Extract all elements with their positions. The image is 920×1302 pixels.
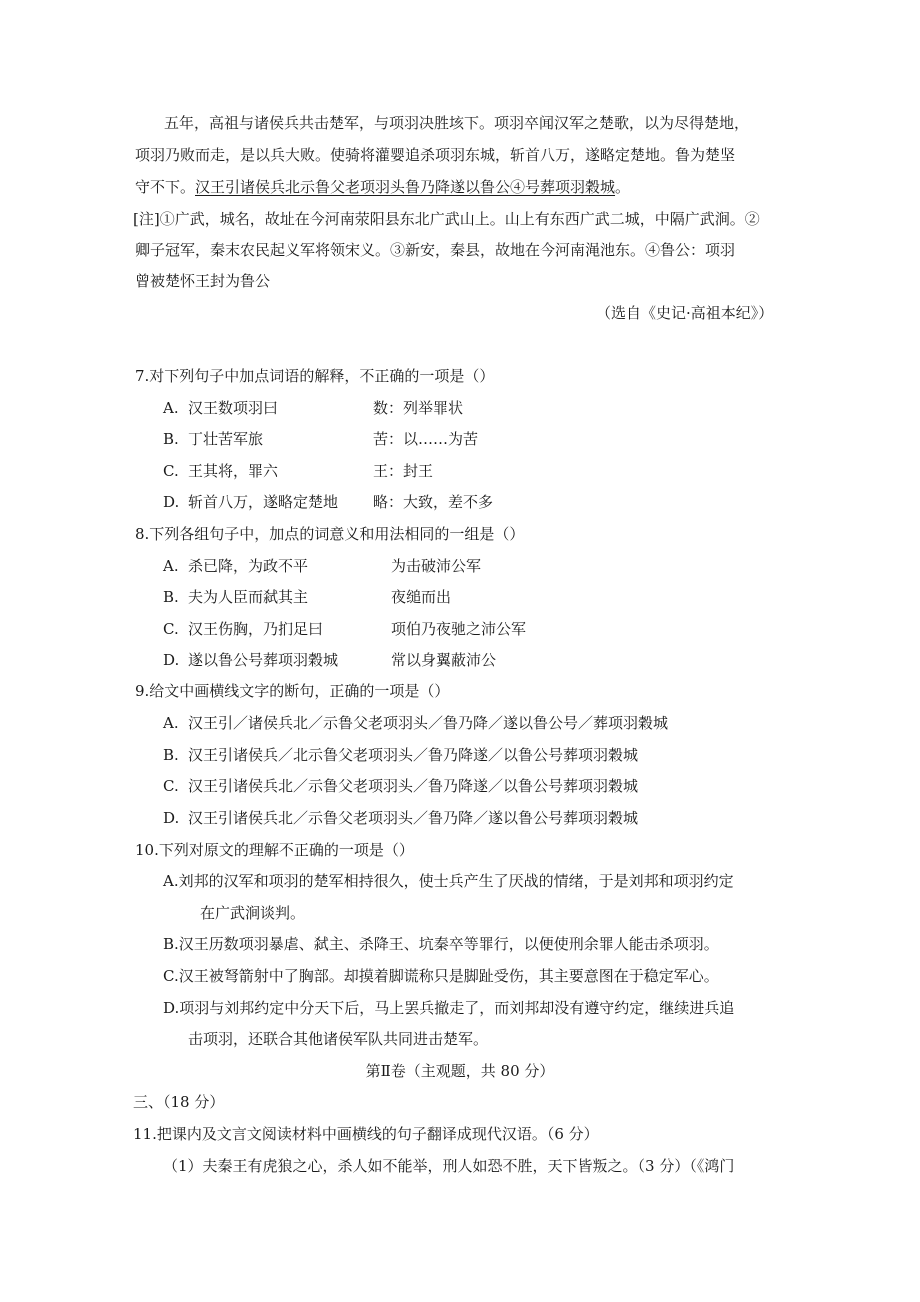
q7-a-text: 汉王数项羽曰 bbox=[188, 399, 279, 417]
note-line-3: 曾被楚怀王封为鲁公 bbox=[135, 272, 271, 290]
q8-a-label: A. bbox=[163, 557, 179, 575]
note-line-2: 卿子冠军，秦末农民起义军将领宋义。③新安，秦县，故地在今河南渑池东。④鲁公：项羽 bbox=[135, 241, 736, 259]
q8-c-text: 汉王伤胸，乃扪足曰 bbox=[188, 620, 324, 638]
q8-c-compare: 项伯乃夜驰之沛公军 bbox=[391, 620, 527, 638]
q9-d-text: 汉王引诸侯兵北／示鲁父老项羽头／鲁乃降／遂以鲁公号葬项羽穀城 bbox=[188, 809, 639, 827]
passage-line-3 bbox=[135, 177, 630, 197]
q8-a-compare: 为击破沛公军 bbox=[391, 557, 482, 575]
passage-line-2: 项羽乃败而走，是以兵大败。使骑将灌婴追杀项羽东城，斩首八万，遂略定楚地。鲁为楚坚 bbox=[135, 146, 736, 164]
q7-d-text: 斩首八万，遂略定楚地 bbox=[188, 493, 339, 511]
q11-item-1: （1）夫秦王有虎狼之心，杀人如不能举，刑人如恐不胜，天下皆叛之。（3 分）（《鸿门 bbox=[163, 1157, 735, 1175]
q7-a-explain: 数：列举罪状 bbox=[373, 399, 464, 417]
q8-d-text: 遂以鲁公号葬项羽穀城 bbox=[188, 651, 339, 669]
q9-b-text: 汉王引诸侯兵／北示鲁父老项羽头／鲁乃降遂／以鲁公号葬项羽穀城 bbox=[188, 746, 639, 764]
q10-option-a-line-2: 在广武涧谈判。 bbox=[200, 904, 306, 922]
passage-line-3-suffix: 。 bbox=[615, 178, 631, 196]
q7-a-label: A. bbox=[163, 399, 179, 417]
q8-b-text: 夫为人臣而弑其主 bbox=[188, 588, 309, 606]
q8-a-text: 杀已降，为政不平 bbox=[188, 557, 309, 575]
q7-c-text: 王其将，罪六 bbox=[188, 462, 279, 480]
q7-stem: 7.对下列句子中加点词语的解释，不正确的一项是（） bbox=[135, 367, 495, 385]
q10-option-c: C.汉王被弩箭射中了胸部。却摸着脚谎称只是脚趾受伤，其主要意图在于稳定军心。 bbox=[163, 967, 719, 985]
q8-b-compare: 夜缒而出 bbox=[391, 588, 452, 606]
source-citation: （选自《史记·高祖本纪》） bbox=[596, 304, 774, 322]
q10-option-b: B.汉王历数项羽暴虐、弑主、杀降王、坑秦卒等罪行，以便使刑余罪人能击杀项羽。 bbox=[163, 935, 719, 953]
q7-b-text: 丁壮苦军旅 bbox=[188, 430, 264, 448]
q9-a-text: 汉王引／诸侯兵北／示鲁父老项羽头／鲁乃降／遂以鲁公号／葬项羽穀城 bbox=[188, 714, 669, 732]
q8-stem: 8.下列各组句子中，加点的词意义和用法相同的一组是（） bbox=[135, 525, 525, 543]
q7-d-label: D. bbox=[163, 493, 180, 511]
q7-d-explain: 略：大致，差不多 bbox=[373, 493, 494, 511]
q7-c-label: C. bbox=[163, 462, 179, 480]
section-three-heading: 三、（18 分） bbox=[133, 1093, 225, 1111]
part-two-title: 第Ⅱ卷（主观题，共 80 分） bbox=[365, 1062, 555, 1080]
q11-stem: 11.把课内及文言文阅读材料中画横线的句子翻译成现代汉语。（6 分） bbox=[133, 1125, 599, 1143]
q9-stem: 9.给文中画横线文字的断句，正确的一项是（） bbox=[135, 682, 450, 700]
q8-d-label: D. bbox=[163, 651, 180, 669]
q8-b-label: B. bbox=[163, 588, 179, 606]
q10-option-d-line-1: D.项羽与刘邦约定中分天下后，马上罢兵撤走了，而刘邦却没有遵守约定，继续进兵追 bbox=[163, 999, 735, 1017]
q10-option-a-line-1: A.刘邦的汉军和项羽的楚军相持很久，使士兵产生了厌战的情绪，于是刘邦和项羽约定 bbox=[163, 872, 734, 890]
q8-d-compare: 常以身翼蔽沛公 bbox=[391, 651, 497, 669]
q9-a-label: A. bbox=[163, 714, 179, 732]
q9-c-text: 汉王引诸侯兵北／示鲁父老项羽头／鲁乃降遂／以鲁公号葬项羽穀城 bbox=[188, 777, 639, 795]
passage-line-3-prefix: 守不下。 bbox=[135, 178, 196, 196]
q8-c-label: C. bbox=[163, 620, 179, 638]
q10-option-d-line-2: 击项羽，还联合其他诸侯军队共同进击楚军。 bbox=[188, 1030, 489, 1048]
passage-line-1: 五年，高祖与诸侯兵共击楚军，与项羽决胜垓下。项羽卒闻汉军之楚歌，以为尽得楚地， bbox=[164, 114, 750, 132]
underlined-sentence: 汉王引诸侯兵北示鲁父老项羽头鲁乃降遂以鲁公④号葬项羽穀城 bbox=[195, 178, 616, 196]
q9-c-label: C. bbox=[163, 777, 179, 795]
q10-stem: 10.下列对原文的理解不正确的一项是（） bbox=[135, 841, 414, 859]
note-line-1: [注]①广武，城名，故址在今河南荥阳县东北广武山上。山上有东西广武二城，中隔广武涧。② bbox=[133, 210, 760, 228]
q9-b-label: B. bbox=[163, 746, 179, 764]
q7-b-explain: 苦：以……为苦 bbox=[373, 430, 479, 448]
q7-b-label: B. bbox=[163, 430, 179, 448]
q7-c-explain: 王：封王 bbox=[373, 462, 434, 480]
q9-d-label: D. bbox=[163, 809, 180, 827]
